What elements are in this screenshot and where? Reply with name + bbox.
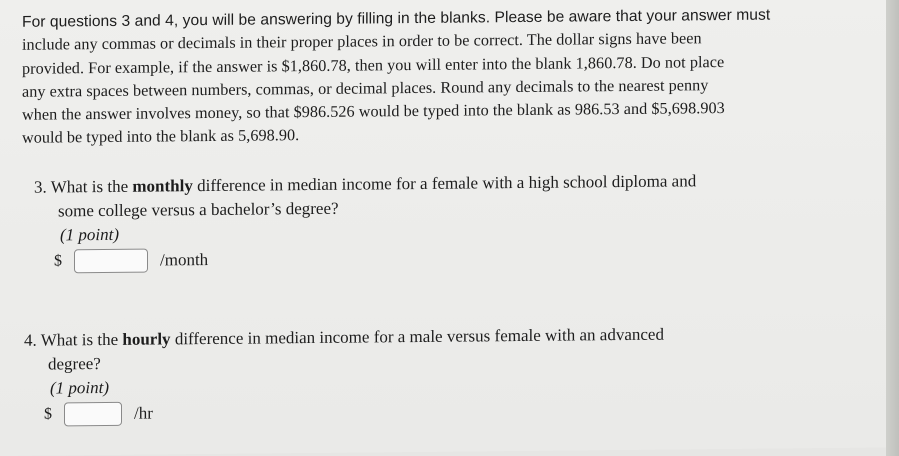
instructions-line: include any commas or decimals in their proper places in order to be correct. The dollar signs have been: [22, 29, 702, 55]
monthly-difference-input[interactable]: [74, 249, 148, 274]
question-continuation: some college versus a bachelor’s degree?: [58, 198, 339, 221]
question-text: difference in median income for a male versus female with an advanced: [170, 324, 664, 349]
question-points: (1 point): [60, 224, 120, 245]
question-emphasis: monthly: [132, 176, 193, 196]
instructions-line: when the answer involves money, so that $986.526 would be typed into the blank as 986.53 and $5,698.903: [22, 99, 725, 124]
question-number: 4.: [24, 330, 37, 350]
question-number: 3.: [34, 177, 47, 197]
instructions-line: would be typed into the blank as 5,698.90.: [22, 126, 300, 148]
instructions-line: For questions 3 and 4, you will be answering by filling in the blanks. Please be aware that your answer must: [22, 6, 771, 31]
answer-row: [34, 243, 696, 273]
hourly-difference-input[interactable]: [64, 402, 122, 427]
currency-symbol: $: [44, 405, 52, 423]
instructions-paragraph: [22, 3, 852, 151]
unit-label: /hr: [134, 403, 153, 423]
question-points: (1 point): [50, 377, 110, 398]
instructions-line: provided. For example, if the answer is $1,860.78, then you will enter into the blank 1,860.78. Do not place: [22, 52, 725, 78]
question-continuation: degree?: [48, 354, 101, 374]
question-3: [34, 169, 696, 273]
instructions-line: any extra spaces between numbers, commas, or decimal places. Round any decimals to the nearest penny: [22, 76, 709, 101]
question-4: [24, 323, 664, 427]
background-edge: [886, 0, 899, 456]
question-text: What is the: [50, 176, 133, 197]
currency-symbol: $: [54, 252, 62, 270]
question-text: What is the: [40, 329, 123, 350]
answer-row: [24, 397, 664, 427]
question-text: difference in median income for a female with a high school diploma and: [192, 171, 697, 196]
question-emphasis: hourly: [122, 329, 171, 349]
unit-label: /month: [160, 250, 209, 270]
